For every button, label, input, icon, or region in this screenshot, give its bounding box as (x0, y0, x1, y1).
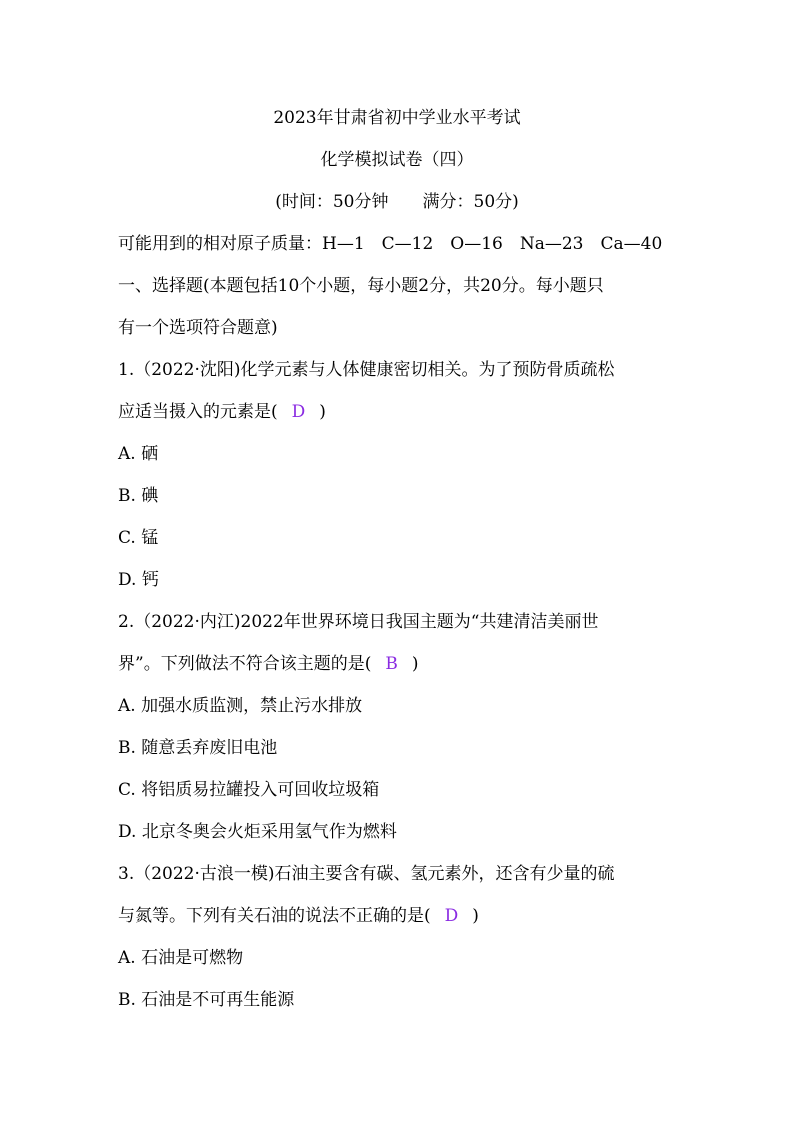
question-3-stem: 与氮等。下列有关石油的说法不正确的是( (118, 906, 431, 926)
question-3-option-a: A. 石油是可燃物 (118, 948, 244, 968)
question-1-close: ) (319, 402, 326, 422)
question-1-line1: 1.（2022·沈阳)化学元素与人体健康密切相关。为了预防骨质疏松 (118, 360, 615, 380)
question-1-option-a: A. 硒 (118, 444, 159, 464)
question-2-option-d: D. 北京冬奥会火炬采用氢气作为燃料 (118, 822, 397, 842)
question-1-stem: 应适当摄入的元素是( (118, 402, 278, 422)
section-heading-line1: 一、选择题(本题包括10个小题，每小题2分，共20分。每小题只 (118, 276, 604, 296)
question-3-option-b: B. 石油是不可再生能源 (118, 990, 295, 1010)
exam-info: (时间：50分钟 满分：50分) (275, 192, 519, 212)
question-1-line2 (118, 400, 326, 424)
question-3-close: ) (472, 906, 479, 926)
atomic-masses: 可能用到的相对原子质量：H—1 C—12 O—16 Na—23 Ca—40 (118, 234, 663, 254)
question-2-line1: 2.（2022·内江)2022年世界环境日我国主题为“共建清洁美丽世 (118, 612, 599, 632)
question-2-close: ) (411, 654, 419, 674)
exam-title: 2023年甘肃省初中学业水平考试 (273, 108, 521, 128)
question-1-option-b: B. 碘 (118, 486, 159, 506)
exam-subtitle: 化学模拟试卷（四） (320, 150, 474, 170)
question-2-option-c: C. 将铝质易拉罐投入可回收垃圾箱 (118, 780, 380, 800)
question-2-answer: B (385, 654, 398, 674)
question-2-option-a: A. 加强水质监测，禁止污水排放 (118, 696, 363, 716)
question-3-line2 (118, 904, 479, 928)
question-3-answer: D (444, 906, 459, 926)
question-2-line2 (118, 652, 418, 676)
question-2-stem: 界”。下列做法不符合该主题的是( (118, 654, 372, 674)
question-3-line1: 3.（2022·古浪一模)石油主要含有碳、氢元素外，还含有少量的硫 (118, 864, 615, 884)
section-heading-line2: 有一个选项符合题意) (118, 318, 278, 338)
question-1-option-d: D. 钙 (118, 570, 159, 590)
question-1-option-c: C. 锰 (118, 528, 159, 548)
question-1-answer: D (291, 402, 306, 422)
question-2-option-b: B. 随意丢弃废旧电池 (118, 738, 278, 758)
